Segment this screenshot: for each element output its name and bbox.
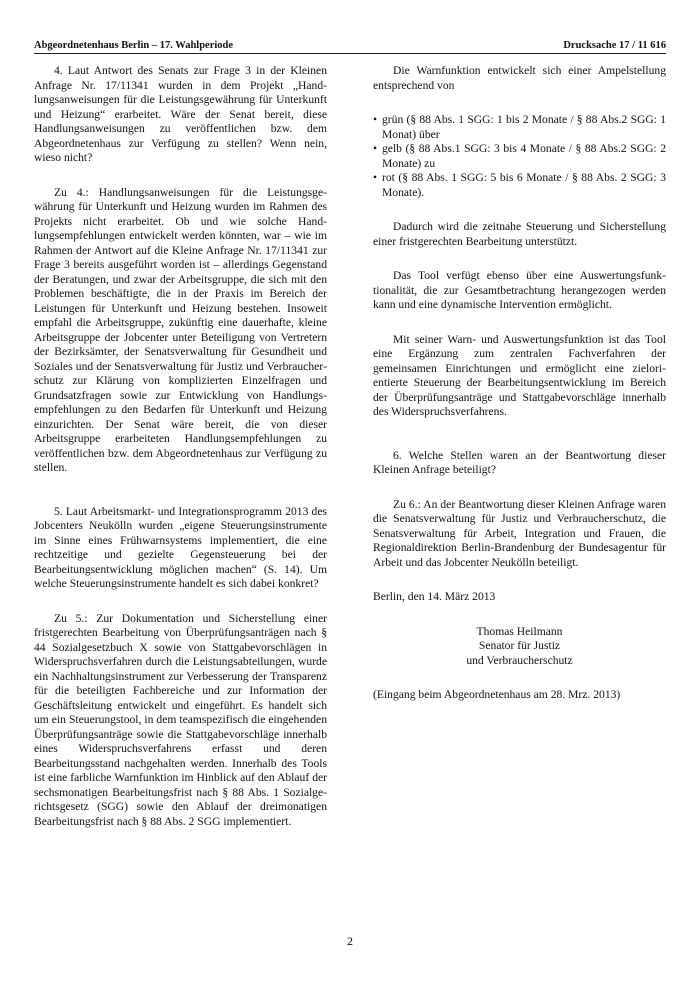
steuerung-paragraph: Dadurch wird die zeitnahe Steuerung und Sicherstellung einer fristgerechten Bearbeitung unterstützt. — [373, 220, 666, 248]
signature-block — [373, 625, 666, 669]
header-parliament: Abgeordnetenhaus Berlin – 17. Wahlperiode — [34, 40, 234, 51]
right-column — [373, 64, 666, 703]
answer-4: Zu 4.: Handlungsanweisungen für die Leistungsgewährung für Unterkunft und Heizung wurden im Rahmen des Projekts nicht erarbeitet. Ob und wie solche Handlungsempfehlungen entwickelt werden könnten, war – wie im Rahmen der Antwort auf die Kleine Anfrage Nr. 17/11341 zur Frage 3 bereits ausgeführt worden ist – allerdings Gegenstand der Beratungen, und zwar der Arbeitsgruppe, die sich mit den Problemen beschäftigte, die in der Praxis im Bereich der Leistungen für Unterkunft und Heizung bestehen. Insoweit empfahl die Arbeitsgruppe, zukünftig eine dauerhafte, kleine Arbeitsgruppe der Jobcenter unter Beteiligung von Vertretern der Bezirksämter, der Senatsverwaltung für Gesundheit und Soziales und der Senatsverwaltung für Justiz und Verbraucherschutz zur Klärung von komplizierten Einzelfragen und Grundsatzfragen sowie zur Entwicklung von Handlungsempfehlungen zu den Bedarfen für Unterkunft und Heizung einzurichten. Der Senat wäre bereit, die von dieser Arbeitsgruppe erarbeiteten Handlungsempfehlungen zu veröffentlichen bzw. dem Abgeordnetenhaus zur Verfügung zu stellen. — [34, 185, 327, 474]
signatory-title-1: Senator für Justiz — [478, 639, 561, 652]
header-document-number: Drucksache 17 / 11 616 — [563, 40, 666, 51]
question-4: 4. Laut Antwort des Senats zur Frage 3 in der Kleinen Anfrage Nr. 17/11341 wurden in dem Projekt „Handlungsanweisungen für die Leistungsgewährung für Unterkunft und Heizung“ erarbeitet. Wäre der Senat bereit, diese Handlungsanweisungen zu veröffentlichen bzw. dem Abgeordnetenhaus zur Verfügung zu stellen? Wenn nein, wieso nicht? — [34, 64, 327, 164]
received-note: (Eingang beim Abgeordnetenhaus am 28. Mrz. 2013) — [373, 688, 621, 701]
ampel-item-green: • grün (§ 88 Abs. 1 SGG: 1 bis 2 Monate / § 88 Abs.2 SGG: 1 Monat) über — [373, 113, 666, 142]
signatory-name: Thomas Heilmann — [476, 624, 563, 638]
ampel-item-red: • rot (§ 88 Abs. 1 SGG: 5 bis 6 Monate / § 88 Abs. 2 SGG: 3 Monate). — [373, 171, 666, 200]
page-header — [34, 40, 666, 54]
question-5: 5. Laut Arbeitsmarkt- und Integrationsprogramm 2013 des Jobcenters Neukölln wurden „eigene Steuerungsinstrumente im Sinne eines Frühwarnsystems implementiert, die eine rechtzeitige und gezielte Gegensteuerung bei der Bearbeitungsentwicklung möglichen machen“ (S. 14). Um welche Steuerungsinstrumente handelt es sich dabei konkret? — [34, 504, 327, 590]
ampel-item-yellow: • gelb (§ 88 Abs.1 SGG: 3 bis 4 Monate / § 88 Abs.2 SGG: 2 Monate) zu — [373, 142, 666, 171]
page-number: 2 — [347, 934, 353, 948]
auswertung-paragraph: Das Tool verfügt ebenso über eine Auswertungsfunktionalität, die zur Gesamtbetrachtung herangezogen werden kann und eine dynamische Intervention ermöglicht. — [373, 269, 666, 311]
signatory-title-2: und Verbraucherschutz — [466, 653, 573, 667]
answer-5: Zu 5.: Zur Dokumentation und Sicherstellung einer fristgerechten Bearbeitung von Überprüfungsanträgen nach § 44 Sozialgesetzbuch X sowie von Stattgabevorschlägen in Widerspruchsverfahren durch die Leistungsabteilungen, wurde ein Nachhaltungsinstrument zur Verbesserung der Transparenz für die beteiligten Fachbereiche und zur Information der Geschäftsleitung entwickelt und eingeführt. Es handelt sich um ein Steuerungstool, in dem teamspezifisch die eingehenden Überprüfungsanträge sowie die Stattgabevorschläge innerhalb eines Widerspruchsverfahrens erfasst und deren Bearbeitungsstand nachgehalten werden. Innerhalb des Tools ist eine farbliche Warnfunktion im Hinblick auf den Ablauf der sechsmonatigen Bearbeitungsfrist nach § 88 Abs. 1 Sozialgerichtsgesetz (SGG) sowie den Ablauf der dreimonatigen Bearbeitungsfrist nach § 88 Abs. 2 SGG implementiert. — [34, 611, 327, 828]
left-column — [34, 64, 327, 829]
date-line: Berlin, den 14. März 2013 — [373, 590, 496, 603]
answer-6: Zu 6.: An der Beantwortung dieser Kleinen Anfrage waren die Senatsverwaltung für Justiz und Verbraucherschutz, die Senatsverwaltung für Arbeit, Integration und Frauen, die Regionaldirektion Berlin-Brandenburg der Bundesagentur für Arbeit und das Jobcenter Neukölln beteiligt. — [373, 497, 666, 569]
question-6: 6. Welche Stellen waren an der Beantwortung dieser Kleinen Anfrage beteiligt? — [373, 448, 666, 476]
ampel-list — [373, 113, 666, 200]
warnfunktion-paragraph: Mit seiner Warn- und Auswertungsfunktion ist das Tool eine Ergänzung zum zentralen Fachverfahren der gemeinsamen Einrichtungen und ermöglicht eine zielorientierte Steuerung der Bearbeitungsentwicklung im Bereich der Überprüfungsanträge und Stattgabevorschläge innerhalb des Widerspruchsverfahrens. — [373, 332, 666, 418]
ampel-intro: Die Warnfunktion entwickelt sich einer Ampelstellung entsprechend von — [373, 64, 666, 92]
